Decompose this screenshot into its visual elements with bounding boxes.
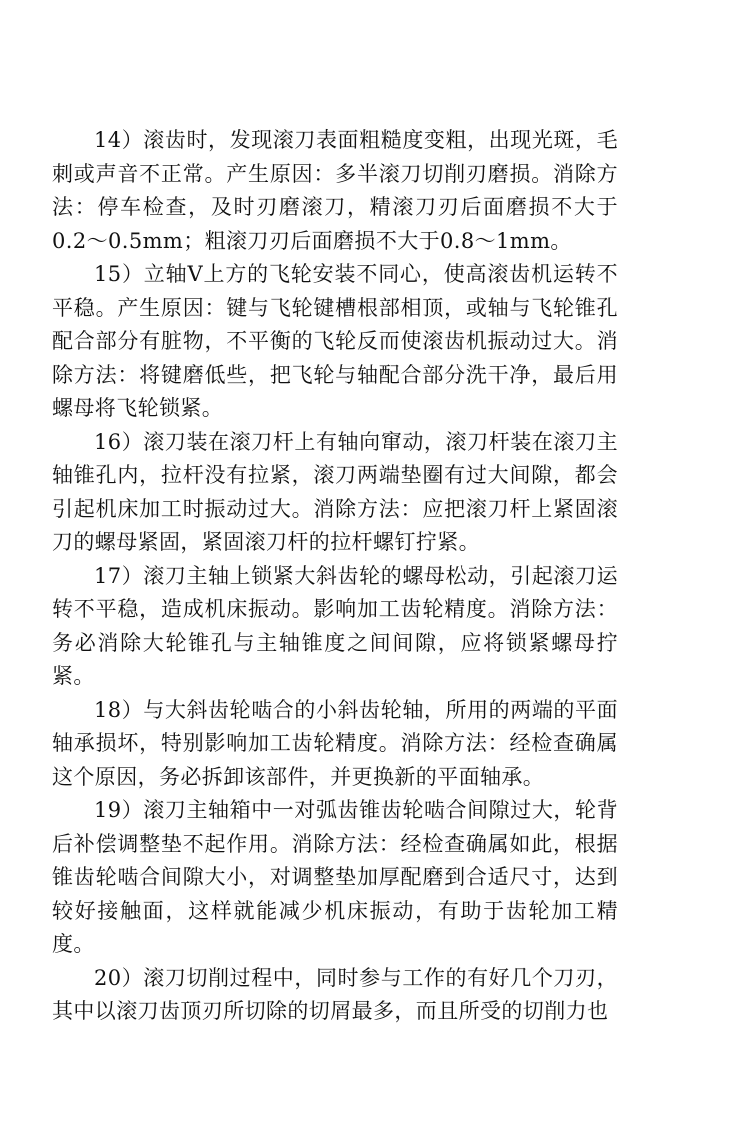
paragraph-14: 14）滚齿时，发现滚刀表面粗糙度变粗，出现光斑，毛刺或声音不正常。产生原因：多半滚刀切削刃磨损。消除方法：停车检查，及时刃磨滚刀，精滚刀刃后面磨损不大于0.2～0.5mm；粗滚刀刃后面磨损不大于0.8～1mm。 [52,128,618,253]
paragraph-19: 19）滚刀主轴箱中一对弧齿锥齿轮啮合间隙过大，轮背后补偿调整垫不起作用。消除方法：经检查确属如此，根据锥齿轮啮合间隙大小，对调整垫加厚配磨到合适尺寸，达到较好接触面，这样就能减少机床振动，有助于齿轮加工精度。 [52,798,618,956]
paragraph-15: 15）立轴V上方的飞轮安装不同心，使高滚齿机运转不平稳。产生原因：键与飞轮键槽根部相顶，或轴与飞轮锥孔配合部分有脏物，不平衡的飞轮反而使滚齿机振动过大。消除方法：将键磨低些，把飞轮与轴配合部分洗干净，最后用螺母将飞轮锁紧。 [52,262,618,420]
body-text [52,124,618,1029]
paragraph-20: 20）滚刀切削过程中，同时参与工作的有好几个刀刃，其中以滚刀齿顶刃所切除的切屑最多，而且所受的切削力也 [52,965,618,1023]
paragraph-17: 17）滚刀主轴上锁紧大斜齿轮的螺母松动，引起滚刀运转不平稳，造成机床振动。影响加工齿轮精度。消除方法：务必消除大轮锥孔与主轴锥度之间间隙，应将锁紧螺母拧紧。 [52,563,618,688]
paragraph-18: 18）与大斜齿轮啮合的小斜齿轮轴，所用的两端的平面轴承损坏，特别影响加工齿轮精度。消除方法：经检查确属这个原因，务必拆卸该部件，并更换新的平面轴承。 [52,697,618,789]
paragraph-16: 16）滚刀装在滚刀杆上有轴向窜动，滚刀杆装在滚刀主轴锥孔内，拉杆没有拉紧，滚刀两端垫圈有过大间隙，都会引起机床加工时振动过大。消除方法：应把滚刀杆上紧固滚刀的螺母紧固，紧固滚刀杆的拉杆螺钉拧紧。 [52,429,618,554]
